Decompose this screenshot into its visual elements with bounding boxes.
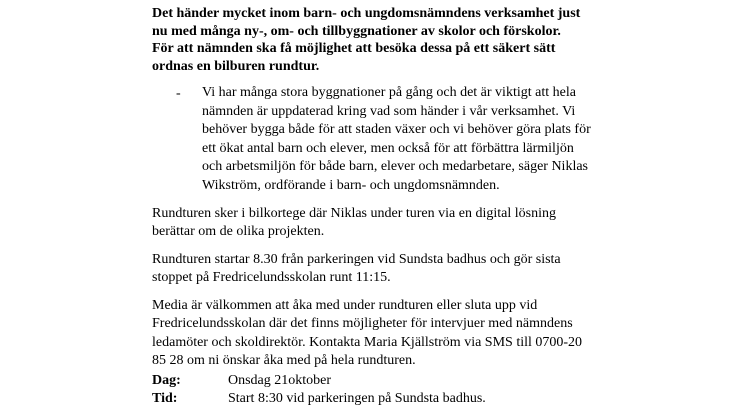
quote-line: nämnden är uppdaterad kring vad som händer i vår verksamhet. Vi bbox=[202, 103, 576, 119]
paragraph-line: berättar om de olika projekten. bbox=[152, 224, 325, 240]
intro-line: För att nämnden ska få möjlighet att besöka dessa på ett säkert sätt bbox=[152, 41, 556, 56]
intro-line: ordnas en bilburen rundtur. bbox=[152, 58, 320, 74]
quote-text bbox=[202, 84, 622, 196]
intro-paragraph bbox=[152, 5, 622, 75]
intro-line: Det händer mycket inom barn- och ungdomsnämndens verksamhet just bbox=[152, 6, 581, 21]
paragraph-line: Media är välkommen att åka med under rundturen eller sluta upp vid bbox=[152, 297, 538, 313]
detail-label: Tid: bbox=[152, 390, 178, 406]
detail-value: Start 8:30 vid parkeringen på Sundsta badhus. bbox=[228, 390, 486, 406]
paragraph-line: Fredricelundsskolan där det finns möjligheter för intervjuer med nämndens bbox=[152, 316, 573, 332]
paragraph-line: stoppet på Fredricelundsskolan runt 11:15. bbox=[152, 270, 391, 286]
quote-line: och arbetsmiljön för både barn, elever och medarbetare, säger Niklas bbox=[202, 159, 588, 175]
paragraph-line: ledamöter och skoldirektör. Kontakta Maria Kjällström via SMS till 0700-20 bbox=[152, 334, 583, 350]
quote-dash: - bbox=[176, 86, 181, 101]
tour-schedule-paragraph bbox=[152, 251, 622, 288]
detail-label: Dag: bbox=[152, 373, 181, 388]
quote-line: ett ökat antal barn och elever, men också för att förbättra lärmiljön bbox=[202, 140, 574, 156]
quote-line: Vi har många stora byggnationer på gång och det är viktigt att hela bbox=[202, 85, 576, 100]
quote-line: Wikström, ordförande i barn- och ungdomsnämnden. bbox=[202, 177, 500, 193]
paragraph-line: Rundturen startar 8.30 från parkeringen vid Sundsta badhus och gör sista bbox=[152, 251, 561, 267]
paragraph-line: 85 28 om ni önskar åka med på hela rundturen. bbox=[152, 353, 416, 369]
paragraph-line: Rundturen sker i bilkortege där Niklas under turen via en digital lösning bbox=[152, 205, 556, 221]
quote-block bbox=[152, 84, 622, 196]
press-release-body bbox=[152, 5, 622, 380]
quote-line: behöver bygga både för att staden växer och vi behöver göra plats för bbox=[202, 122, 591, 138]
intro-line: nu med många ny-, om- och tillbyggnationer av skolor och förskolor. bbox=[152, 23, 561, 39]
tour-description-paragraph bbox=[152, 205, 622, 242]
detail-value: Onsdag 21oktober bbox=[228, 373, 332, 388]
media-info-paragraph bbox=[152, 297, 622, 371]
